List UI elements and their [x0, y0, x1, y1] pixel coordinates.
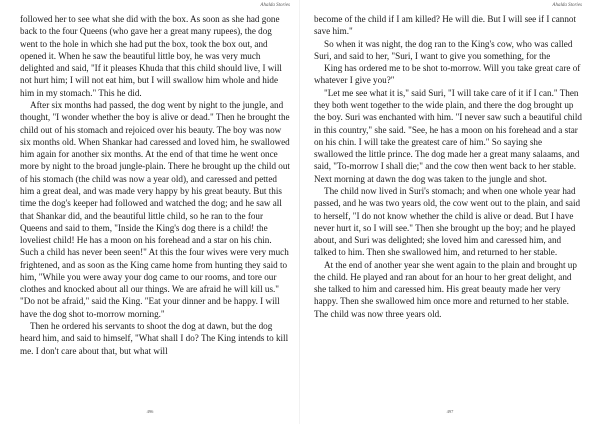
paragraph: become of the child if I am killed? He will die. But I will see if I cannot save him.": [314, 14, 577, 37]
paragraph: King has ordered me to be shot to-morrow. Will you take great care of whatever I give you?": [314, 63, 581, 86]
paragraph: Then he ordered his servants to shoot the dog at dawn, but the dog heard him, and said to himself, "What shall I do? The King intends to kill me. I don't care about that, but what will: [20, 321, 289, 356]
right-page: [300, 0, 600, 424]
paragraph: "Let me see what it is," said Suri, "I will take care of it if I can." Then they both went together to the wide plain, and there the dog brought up the boy. Suri was enchanted with him. "I never saw such a beautiful child in this country," she said. "See, he has a moon on his forehead and a star on his chin. I will take the greatest care of him." So saying she swallowed the little prince. The dog made her a great many salaams, and said, "To-morrow I shall die;" and the cow then went back to her stable. Next morning at dawn the dog was taken to the jungle and shot.: [314, 87, 582, 184]
paragraph: At the end of another year she went again to the plain and brought up the child. He played and ran about for an hour to her great delight, and she talked to him and caressed him. His great beauty made her very happy. Then she swallowed him once more and returned to her stable. The child was now three years old.: [314, 259, 577, 319]
left-page-text: [20, 13, 290, 357]
left-running-head: Ahalda Stories: [260, 3, 290, 8]
paragraph: After six months had passed, the dog went by night to the jungle, and thought, "I wonder whether the boy is alive or dead." Then he brought the child out of his stomach and rejoiced over his beauty. The boy was now six months old. When Shankar had caressed and loved him, he swallowed him again for another six months. At the end of that time he went once more by night to the broad jungle-plain. There he brought up the child out of his stomach (the child was now a year old), and caressed and petted him a great deal, and was made very happy by his great beauty. But this time the dog's keeper had followed and watched the dog; and he saw all that Shankar did, and the beautiful little child, so he ran to the four Queens and said to them, "Inside the King's dog there is a child! the loveliest child! He has a moon on his forehead and a star on his chin. Such a child has never been seen!" At this the four wives were very much frightened, and as soon as the King came home from hunting they said to him, "While you were away your dog came to our rooms, and tore our clothes and knocked about all our things. We are afraid he will kill us." "Do not be afraid," said the King. "Eat your dinner and be happy. I will have the dog shot to-morrow morning.": [20, 99, 290, 319]
left-page-number: 496: [146, 409, 154, 414]
right-page-number: 497: [446, 409, 454, 414]
paragraph: The child now lived in Suri's stomach; and when one whole year had passed, and he was two years old, the cow went out to the plain, and said to herself, "I do not know whether the child is alive or dead. But I have never hurt it, so I will see." Then she brought up the boy; and he played about, and Suri was delighted; she loved him and caressed him, and talked to him. Then she swallowed him, and returned to her stable.: [314, 185, 581, 258]
right-page-text: [314, 13, 582, 320]
right-running-head: Ahalda Stories: [552, 3, 582, 8]
paragraph: followed her to see what she did with the box. As soon as she had gone back to the four Queens (who gave her a great many rupees), the dog went to the hole in which she had put the box, took the box out, and opened it. When he saw the beautiful little boy, he was very much delighted and said, "If it pleases Khuda that this child should live, I will not hurt him; I will not eat him, but I will swallow him whole and hide him in my stomach." This he did.: [20, 14, 282, 98]
paragraph: Suri, and said to her, "Suri, I want to give you something, for the: [314, 50, 551, 61]
paragraph: So when it was night, the dog ran to the King's cow, who was called: [324, 38, 573, 49]
